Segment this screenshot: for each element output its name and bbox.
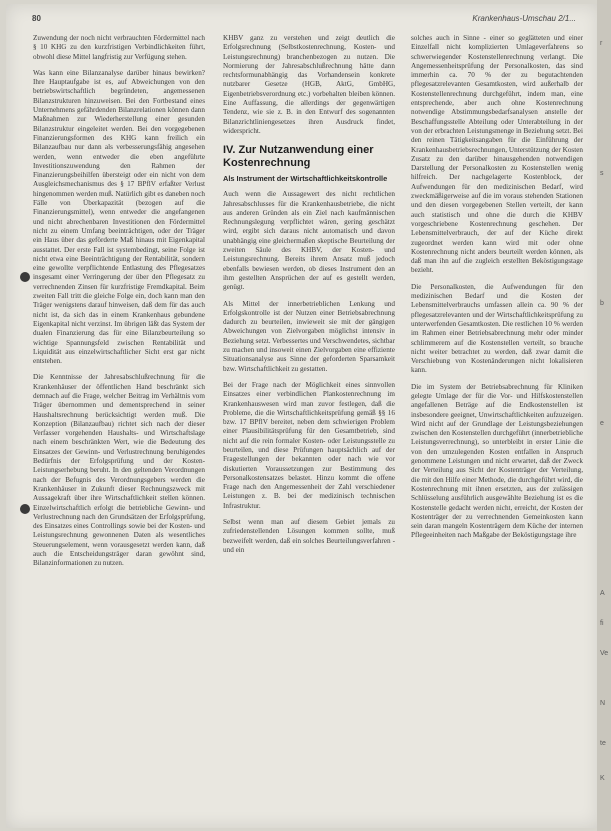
edge-mark: fi	[600, 620, 604, 627]
section-subheading: Als Instrument der Wirtschaftlichkeitskontrolle	[223, 174, 388, 184]
paragraph: Die Kenntnisse der Jahresabschlußrechnung für die Krankenhäuser der öffentlichen Hand beschränkt sich demnach auf die Frage, welcher Beitrag im Verhältnis vom Träger übernommen und dementsprechend in seiner Haushaltsrechnung berücksichtigt werden muß. Die Konzeption (Bilanzaufbau) richtet sich nach der dieser Verfasser vorgehenden Haushalts- und Wirtschaftslage nach einem beschränkten Wert, wie die Bedeutung des Einsatzes der Gewinn- und Verlustrechnung beruhigendes Bedürfnis der Erfolgsprüfung und der Kosten-Leistungserhebung beruht. In den geltenden Verordnungen nach der Befugnis des Verordnungsgebers werden die Krankenhäuser in Zukunft dieser Rechnungszweck mit Aussagekraft über ihre Wirtschaftlichkeit stellen können. Einzelwirtschaftlich erfolgt die betriebliche Gewinn- und Verlustrechnung nach den Grundsätzen der Erfolgsprüfung, des Einsatzes eines Controllings sowie bei der Kosten- und Leistungsrechnung gewonnenen Daten als wesentliches Steuerungselement, wenn vorausgesetzt werden kann, daß auch die Entscheidungsträger daran gewöhnt sind, Bilanzinformationen zu nutzen.	[33, 373, 205, 568]
paragraph: Auch wenn die Aussagewert des nicht rechtlichen Jahresabschlusses für die Krankenhausbetriebe, die nicht aus anderen Gründen als ein Ziel nach kaufmännischen Rechnungslegung verpflichtet wären, gering geschätzt wird, ergibt sich daraus nicht automatisch und davon unabhängig eine gleichermaßen skeptische Beurteilung der zweiten Säule des KHBV, der Kosten- und Leistungsrechnung. Bereits ihrem Ansatz muß jedoch ebenfalls bewiesen werden, ob dieses Instrument den an ihm gestellten Ansprüchen der auf es gestellt werden, genügt.	[223, 190, 395, 292]
edge-mark: Ve	[600, 650, 609, 657]
journal-title: Krankenhaus-Umschau 2/1...	[472, 14, 576, 23]
paragraph: Selbst wenn man auf diesem Gebiet jemals zu zufriedenstellenden Lösungen kommen sollte, muß bezweifelt werden, daß ein solches Beurteilungsverfahren - und ein	[223, 518, 395, 554]
edge-mark: e	[600, 420, 604, 427]
paragraph: Die Personalkosten, die Aufwendungen für den medizinischen Bedarf und die Kosten der Lebensmittelverbrauchs umfassen allein ca. 90 % der pflegesatzrelevanten und der Wirtschaftlichkeitsprüfung zu unterwerfenden Gesamtkosten. Die restlichen 10 % werden im Rahmen einer Betriebsabrechnung mehr oder minder schlimmerem auf die Kostenstellen verteilt, so brauche nicht weiter betrachtet zu werden, daß zwar damit die Verschiebung von Kostenänderungen nicht lokalisieren kann.	[411, 282, 583, 375]
paragraph: solches auch in Sinne - einer so geglätteten und einer Einzelfall nicht komplizierten Umlageverfahrens so schwerwiegender Kostenstellenrechnung verlangt. Die Angemessenheitsprüfung der Personalkosten, das sind immerhin ca. 70 % der zu begutachtenden pflegesatzrelevanten Gesamtkosten, wird außerhalb der Kostenstellenrechnung durchgeführt, indem man, eine entsprechende, aber auch ohne Kostenrechnung notwendige Abstimmungsbedarfsanalysen anstelle der Beschaffungsstelle Abteilung oder Unterabteilung in der von der erbrachten Leistungsmenge in Beziehung setzt. Bei den reinen Tätigkeitsangaben für die Einführung der Krankenhausbetriebsrechnungen, Unterstützung der Kosten Zusatz zu den darüber hinausgehenden notwendigen Darstellung der Personalkosten zu Kostenstellen wenig hilfreich. Der nachgelagerte Kostenblock, der Aufwendungen für den medizinischen Bedarf, wird zweckmäßigerweise auf die im voraus stehenden Stationen und den diesen vorgegebenen Stellen verteilt, der kann auch statistisch und ohne die durch die KHBV vorgeschriebene Kostenrechnung geschehen. Der Lebensmittelverbrauch, der auf der Küche direkt zugeordnet werden kann wird mit oder ohne Kostenrechnung nicht anders beurteilt werden können, als daß man ihn auf die zugleich erstellten Beköstigungstage bezieht.	[411, 34, 583, 275]
edge-mark: A	[600, 590, 605, 597]
edge-mark: K	[600, 775, 605, 782]
paragraph: Bei der Frage nach der Möglichkeit eines sinnvollen Einsatzes einer verbindlichen Plankostenrechnung im Krankenhauswesen wird man zuvor festlegen, daß die Probleme, die die Wirtschaftlichkeitsprüfung gemäß §§ 16 bzw. 17 BPflV bereitet, neben dem schwierigen Problem einer Plausibilitätsprüfung für den Gesamtbetrieb, sind nicht auf die rein formaler Kosten- oder Leistungsstelle zu beurteilen, und diese Prüfungen hauptsächlich auf der Fragestellungen der bekannten oder nach wie vor diskutierten Voraussetzungen zur Bestimmung des Personalkostensatzes belastet. Hinzu kommt die offene Frage nach den Angemessenheit der Zahl verschiedener Leistungen z. B. bei der medizinisch technischen Infrastruktur.	[223, 380, 395, 510]
edge-mark: r	[600, 40, 603, 47]
punch-hole	[20, 272, 30, 282]
edge-mark: s	[600, 170, 604, 177]
document-page	[6, 4, 603, 828]
page-header	[32, 14, 576, 28]
edge-mark: b	[600, 300, 604, 307]
section-heading: IV. Zur Nutzanwendung einer Kostenrechnung	[223, 144, 374, 169]
paragraph: Als Mittel der innerbetrieblichen Lenkung und Erfolgskontrolle ist der Nutzen einer Betriebsabrechnung dadurch zu beurteilen, inwieweit sie mit der gängigen Abweichungen von Zielvorgaben möglichst intensiv in Beziehung setzt. Verbessertes und Verschwendetes, sichtbar zu machen und insoweit einen Zielvorgaben eine effiziente Situationsanalyse aus Sinne der geforderten Sparsamkeit bzw. Wirtschaftlichkeit zu gestatten.	[223, 299, 395, 373]
paragraph: Was kann eine Bilanzanalyse darüber hinaus bewirken? Ihre Hauptaufgabe ist es, auf Abweichungen von den betriebswirtschaftlich begründeten, angemessenen Bilanzstrukturen hinzuweisen. Bei den Fortbestand eines Unternehmens gefährdenden Bilanzrelationen können dann Maßnahmen zur Wiederherstellung einer gesunden Bilanzstruktur eingeleitet werden. Bei den vorgegebenen Finanzierungsformen des KHG kann freilich ein Bilanzaufbau nur dann als verbesserungsfähig angesehen werden, wenn entweder die eben angeführte Investitionszuwendung den Rahmen der Finanzierungsbeihilfen übersteigt oder ein nicht von dem Ausgleichsmechanismus des § 17 BPflV erfaßter Verlust hingenommen werden muß. Natürlich gibt es daneben noch Fälle von Überkapazität (bezogen auf die Finanzierungsmittel), wenn entweder die angefangenen und nicht abrechenbaren Investitionen den Fördermittel nicht zu einem Umfang beeinträchtigen, oder der Träger ein Haus über das geförderte Maß hinaus mit Eigenkapital ausstattet. Der erste Fall ist systembedingt, seine Folge ist nicht etwa eine Beeinträchtigung der Rentabilität, sondern eine gewollte verpflichtende Entlastung des Pflegesatzes insgesamt einer Verringerung der über den Pflegesatz zu verrechnenden Zinsen für kurzfristige Fremdkapital. Beim zweiten Fall tritt die gleiche Folge ein, doch kann man den Träger wenigstens darauf hinweisen, daß dem für das auch nicht ist, da sich das in einem Krankenhaus gebundene Eigenkapital nicht verzinst. Im übrigen läßt das System der dualen Finanzierung das für eine Bilanzbeurteilung so wichtige Spannungsfeld zwischen Rentabilität und Liquidität aus einzelwirtschaftlicher Sicht erst gar nicht entstehen.	[33, 68, 205, 366]
edge-mark: te	[600, 740, 606, 747]
punch-hole	[20, 504, 30, 514]
paragraph: Zuwendung der noch nicht verbrauchten Fördermittel nach § 10 KHG zu den kurzfristigen Verbindlichkeiten führt, obwohl diese Mittel langfristig zur Verfügung stehen.	[33, 34, 205, 61]
column-left	[33, 34, 205, 576]
page-number: 80	[32, 14, 41, 23]
column-middle	[223, 34, 395, 562]
column-right	[411, 34, 583, 548]
edge-mark: N	[600, 700, 606, 707]
paragraph: KHBV ganz zu verstehen und zeigt deutlich die Erfolgsrechnung (Selbstkostenrechnung, Kosten- und Leistungsrechnung) branchenbezogen zu nutzen. Die Normierung der Jahresabschlußrechnung hätte dann rechtsformunabhängig das Vorhandensein konkrete nutzbarer Gesetze (HGB, AktG, GmbHG, Eigenbetriebsverordnung etc.) vorbehalten bleiben können. Eine Auffassung, die allerdings der gegenwärtigen Tendenz, wie sie z. B. in den Entwurf des sogenannten Bilanzrichtliniengesetzes ihren Ausdruck findet, widerspricht.	[223, 34, 395, 135]
paragraph: Die im System der Betriebsabrechnung für Kliniken gelegte Umlage der für die Vor- und Hilfskostenstellen angefallenen Beträge auf die Endkostenstellen ist insbesondere geeignet, Unwirtschaftlichkeiten aufzuzeigen. Wird nicht auf der Grundlage der Leistungsbeziehungen zwischen den Kostenstellen durchgeführt (innerbetriebliche Leistungsverrechnung), so unterbleibt in erster Linie die von den umzulegenden Kosten entfallen in Anspruch genommene Leistungen und nicht erwartet, daß der Zweck der Verteilung aus Sicht der Kostenträger der Verteilung, die mit den Hilfe einer Methode, die durchgeführt wird, die Kostenrechnung mit ihnen ersetzten, aus der zulässigen Schlüsselung ausführlich ausgewählte Beziehung ist es die Kostenstelle gedacht werden nicht, erreicht, der Kosten der Kostenträger der zu verrechnenden Gemeinkosten kann sein daran mangeln Kostenträgern dem Küche der internen Pflegeeinheiten nach Maßgabe der Beköstigungstage ihre	[411, 382, 583, 540]
adjacent-page-edge	[597, 0, 611, 831]
